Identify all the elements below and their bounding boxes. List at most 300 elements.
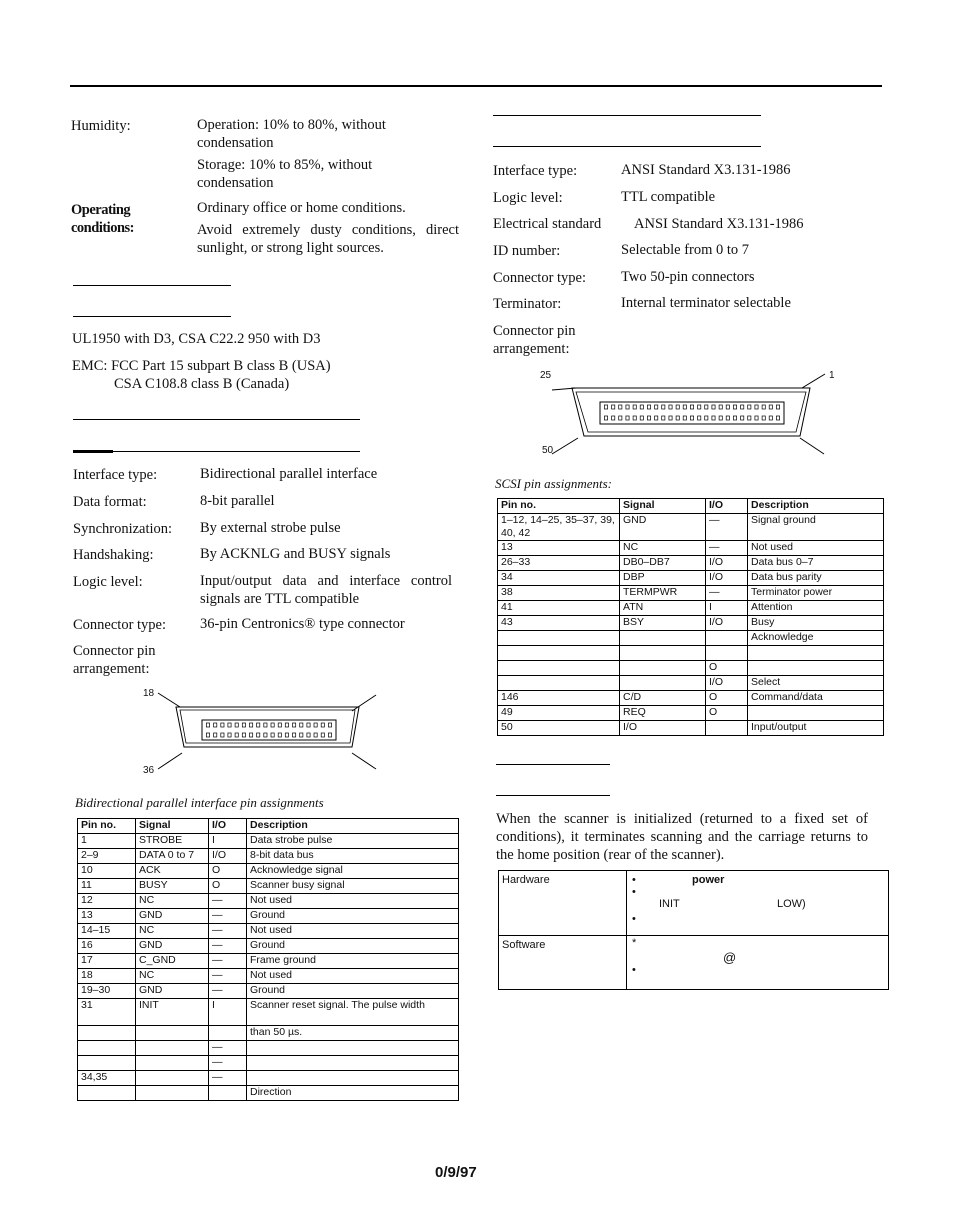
parallel-table-cell: Direction	[247, 1086, 459, 1101]
parallel-table-cell: —	[209, 939, 247, 954]
connector-pin	[726, 416, 729, 420]
parallel-table-cell: NC	[136, 969, 209, 984]
parallel-table-cell: ACK	[136, 864, 209, 879]
parallel-table-cell	[136, 1086, 209, 1101]
hardware-bullet-3: •	[632, 913, 636, 925]
connector-pin	[328, 723, 331, 727]
parallel-table-cell: I	[209, 834, 247, 849]
parallel-table-cell	[78, 1026, 136, 1041]
scsi-connector-diagram	[538, 366, 838, 458]
scsi-header-cell: Signal	[620, 499, 706, 514]
connector-pin	[264, 733, 267, 737]
scsi-pin-25-label: 25	[540, 370, 552, 381]
connector-pin	[712, 416, 715, 420]
connector-pin	[662, 416, 665, 420]
connector-pin	[221, 733, 224, 737]
scsi-id-label: ID number:	[493, 243, 561, 259]
parallel-table-row	[78, 834, 459, 849]
init-table-col-divider	[626, 871, 627, 989]
operating-label-line2: conditions:	[71, 220, 134, 236]
scsi-table-cell: 34	[498, 571, 620, 586]
connector-pin	[242, 723, 245, 727]
parallel-table-row	[78, 1026, 459, 1041]
section-rule	[496, 764, 610, 765]
scsi-table-row	[498, 706, 884, 721]
connector-pin	[257, 733, 260, 737]
scsi-table-cell: BSY	[620, 616, 706, 631]
connector-pin	[242, 733, 245, 737]
parallel-table-cell	[78, 1056, 136, 1071]
scsi-table-cell	[498, 646, 620, 661]
humidity-operation: Operation: 10% to 80%, without condensation	[197, 117, 386, 151]
safety-standard: UL1950 with D3, CSA C22.2 950 with D3	[72, 331, 321, 347]
scsi-table-cell: Not used	[748, 541, 884, 556]
logic-level-label: Logic level:	[73, 574, 143, 590]
scsi-pin-arrangement-label: Connector pin arrangement:	[493, 323, 576, 357]
parallel-table-row	[78, 1071, 459, 1086]
parallel-table-cell: Scanner busy signal	[247, 879, 459, 894]
scsi-table-row	[498, 586, 884, 601]
scsi-table-row	[498, 721, 884, 736]
connector-pin	[662, 405, 665, 409]
parallel-table-cell: Ground	[247, 939, 459, 954]
connector-pin	[619, 405, 622, 409]
scsi-table-cell: ATN	[620, 601, 706, 616]
parallel-table-cell	[247, 1041, 459, 1056]
connector-pin	[755, 405, 758, 409]
scsi-id-value: Selectable from 0 to 7	[621, 242, 750, 258]
section-rule	[493, 115, 761, 116]
parallel-table-cell: DATA 0 to 7	[136, 849, 209, 864]
scsi-table-cell: NC	[620, 541, 706, 556]
parallel-table-cell: 18	[78, 969, 136, 984]
scsi-table-cell	[620, 631, 706, 646]
parallel-table-row	[78, 894, 459, 909]
parallel-header-cell: I/O	[209, 819, 247, 834]
connector-pin	[307, 733, 310, 737]
software-bullet-1: *	[632, 937, 637, 949]
connector-pin	[769, 416, 772, 420]
parallel-table-cell	[78, 1041, 136, 1056]
connector-pin	[748, 405, 751, 409]
connector-pin	[328, 733, 331, 737]
connector-pin	[640, 416, 643, 420]
parallel-table-cell: —	[209, 954, 247, 969]
parallel-table-cell: Not used	[247, 969, 459, 984]
parallel-table-cell: INIT	[136, 999, 209, 1026]
scsi-table-cell	[748, 646, 884, 661]
scsi-table-cell: I/O	[706, 571, 748, 586]
parallel-table-cell: —	[209, 924, 247, 939]
connector-pin	[683, 405, 686, 409]
parallel-table-cell: Frame ground	[247, 954, 459, 969]
parallel-interface-type-value: Bidirectional parallel interface	[200, 466, 378, 482]
init-table-right-border	[888, 871, 889, 989]
scsi-table-cell: —	[706, 586, 748, 601]
scsi-header-cell: Pin no.	[498, 499, 620, 514]
connector-pin	[741, 416, 744, 420]
parallel-table-row	[78, 879, 459, 894]
parallel-table-cell: —	[209, 1071, 247, 1086]
scsi-table-cell: 50	[498, 721, 620, 736]
section-rule	[493, 146, 761, 147]
scsi-table-row	[498, 691, 884, 706]
scsi-table-cell: I/O	[706, 676, 748, 691]
parallel-table-cell: 13	[78, 909, 136, 924]
synchronization-value: By external strobe pulse	[200, 520, 341, 536]
section-rule	[496, 795, 610, 796]
parallel-table-cell: NC	[136, 894, 209, 909]
connector-pin	[669, 416, 672, 420]
pin-arrangement-label: Connector pin arrangement:	[73, 643, 156, 677]
scsi-table-cell: DB0–DB7	[620, 556, 706, 571]
connector-pin	[307, 723, 310, 727]
software-label: Software	[502, 939, 546, 951]
connector-pin	[640, 405, 643, 409]
parallel-table-cell	[136, 1071, 209, 1086]
scsi-table-row	[498, 661, 884, 676]
software-item-at: @	[723, 950, 737, 965]
parallel-header-cell: Pin no.	[78, 819, 136, 834]
parallel-connector-diagram	[140, 685, 385, 780]
connector-pin	[705, 405, 708, 409]
synchronization-label: Synchronization:	[73, 521, 173, 537]
scsi-table-cell: 26–33	[498, 556, 620, 571]
parallel-table-row	[78, 909, 459, 924]
scsi-table-cell: Data bus parity	[748, 571, 884, 586]
parallel-header-cell: Signal	[136, 819, 209, 834]
scsi-table-cell: I	[706, 601, 748, 616]
connector-pin	[228, 723, 231, 727]
parallel-table-cell: I	[209, 999, 247, 1026]
handshaking-value: By ACKNLG and BUSY signals	[200, 546, 391, 562]
scsi-table-cell: DBP	[620, 571, 706, 586]
scsi-table-cell: Busy	[748, 616, 884, 631]
humidity-storage: Storage: 10% to 85%, without condensation	[197, 157, 373, 191]
scsi-pin-50-label: 50	[542, 445, 554, 456]
parallel-table-cell: I/O	[209, 849, 247, 864]
parallel-interface-type-label: Interface type:	[73, 467, 158, 483]
connector-pin	[612, 405, 615, 409]
operating-conditions-label	[71, 201, 134, 237]
connector-pin	[285, 723, 288, 727]
scsi-table-cell: I/O	[706, 616, 748, 631]
section-rule-accent	[73, 450, 113, 453]
parallel-table-cell: O	[209, 864, 247, 879]
scsi-logic-level-label: Logic level:	[493, 190, 563, 206]
data-format-value: 8-bit parallel	[200, 493, 275, 509]
scsi-table-row	[498, 676, 884, 691]
humidity-label: Humidity:	[71, 118, 131, 134]
scsi-interface-type-label: Interface type:	[493, 163, 578, 179]
connector-pin	[626, 416, 629, 420]
connector-pin	[264, 723, 267, 727]
top-rule	[70, 85, 882, 87]
connector-pin	[619, 416, 622, 420]
parallel-table-cell: —	[209, 969, 247, 984]
scsi-table-cell: C/D	[620, 691, 706, 706]
scsi-table-cell: I/O	[620, 721, 706, 736]
scsi-table-row	[498, 541, 884, 556]
scsi-table-row	[498, 631, 884, 646]
parallel-table-cell	[136, 1026, 209, 1041]
section-rule	[73, 316, 231, 317]
scsi-table-row	[498, 646, 884, 661]
connector-pin	[604, 405, 607, 409]
parallel-table-cell: 16	[78, 939, 136, 954]
parallel-table-cell: C_GND	[136, 954, 209, 969]
parallel-table-row	[78, 999, 459, 1026]
parallel-table-cell: O	[209, 879, 247, 894]
connector-pin	[733, 405, 736, 409]
parallel-table-row	[78, 939, 459, 954]
scsi-table-row	[498, 571, 884, 586]
connector-pin	[206, 733, 209, 737]
connector-type-label: Connector type:	[73, 617, 167, 633]
connector-pin	[604, 416, 607, 420]
parallel-table-cell: 12	[78, 894, 136, 909]
hardware-item-init: INIT	[659, 898, 680, 910]
parallel-table-cell	[78, 1086, 136, 1101]
connector-pin	[633, 416, 636, 420]
parallel-header-cell: Description	[247, 819, 459, 834]
scsi-table-cell	[620, 661, 706, 676]
parallel-table-cell: 34,35	[78, 1071, 136, 1086]
connector-pin	[321, 723, 324, 727]
parallel-table-cell: STROBE	[136, 834, 209, 849]
parallel-table-cell: —	[209, 984, 247, 999]
connector-pin	[705, 416, 708, 420]
parallel-table-cell	[136, 1041, 209, 1056]
parallel-table-cell: 2–9	[78, 849, 136, 864]
connector-pin	[235, 733, 238, 737]
connector-pin	[776, 405, 779, 409]
scsi-table-cell	[706, 646, 748, 661]
scsi-table-cell: REQ	[620, 706, 706, 721]
parallel-table-cell: Not used	[247, 894, 459, 909]
parallel-header-row	[78, 819, 459, 834]
parallel-table-cell: —	[209, 1041, 247, 1056]
parallel-table-cell: Scanner reset signal. The pulse width	[247, 999, 459, 1026]
scsi-table-row	[498, 601, 884, 616]
scsi-table-cell: 13	[498, 541, 620, 556]
parallel-table-row	[78, 1056, 459, 1071]
connector-pin	[300, 733, 303, 737]
connector-pin	[293, 733, 296, 737]
scsi-terminator-value: Internal terminator selectable	[621, 295, 791, 311]
page-footer-date: 0/9/97	[435, 1164, 477, 1181]
parallel-table-cell	[136, 1056, 209, 1071]
scsi-table-cell	[620, 646, 706, 661]
parallel-table-cell: 19–30	[78, 984, 136, 999]
scsi-table-cell	[748, 661, 884, 676]
connector-pin	[676, 416, 679, 420]
connector-pin	[733, 416, 736, 420]
connector-pin	[633, 405, 636, 409]
scsi-pin-table	[497, 498, 884, 736]
scsi-table-cell	[748, 706, 884, 721]
scsi-interface-type-value: ANSI Standard X3.131-1986	[621, 162, 791, 178]
scsi-table-cell: Signal ground	[748, 514, 884, 541]
scsi-table-cell: 49	[498, 706, 620, 721]
connector-pin	[690, 405, 693, 409]
scsi-table-cell: O	[706, 706, 748, 721]
connector-pin	[271, 733, 274, 737]
scsi-header-cell: Description	[748, 499, 884, 514]
connector-pin	[690, 416, 693, 420]
parallel-table-row	[78, 849, 459, 864]
parallel-table-row	[78, 1041, 459, 1056]
connector-pin	[206, 723, 209, 727]
connector-pin	[683, 416, 686, 420]
scsi-table-cell	[498, 676, 620, 691]
connector-pin	[235, 723, 238, 727]
initialization-text: When the scanner is initialized (returned to a fixed set of conditions), it terminates scanning and the carriage returns to the home position (rear of the scanner).	[496, 811, 868, 863]
parallel-table-cell: 17	[78, 954, 136, 969]
scsi-table-cell: Acknowledge	[748, 631, 884, 646]
connector-pin	[755, 416, 758, 420]
scsi-table-row	[498, 514, 884, 541]
conditions-text-2: Avoid extremely dusty conditions, direct sunlight, or strong light sources.	[197, 222, 459, 256]
scsi-table-caption: SCSI pin assignments:	[495, 476, 612, 491]
scsi-table-cell: —	[706, 514, 748, 541]
connector-pin	[271, 723, 274, 727]
parallel-table-cell: 31	[78, 999, 136, 1026]
parallel-pin-36-label: 36	[143, 765, 155, 776]
connector-pin	[300, 723, 303, 727]
section-rule	[73, 451, 360, 452]
parallel-table-cell	[209, 1026, 247, 1041]
connector-pin	[214, 733, 217, 737]
connector-pin	[762, 405, 765, 409]
connector-pin	[726, 405, 729, 409]
scsi-table-cell	[498, 631, 620, 646]
connector-pin	[719, 416, 722, 420]
connector-pin	[719, 405, 722, 409]
scsi-table-cell: 1–12, 14–25, 35–37, 39, 40, 42	[498, 514, 620, 541]
conditions-text-1: Ordinary office or home conditions.	[197, 200, 406, 216]
scsi-electrical-label: Electrical standard	[493, 216, 602, 232]
scsi-connector-type-label: Connector type:	[493, 270, 587, 286]
connector-pin	[647, 405, 650, 409]
scsi-table-row	[498, 556, 884, 571]
connector-pin	[321, 733, 324, 737]
scsi-table-cell: O	[706, 661, 748, 676]
emc-standard-2: CSA C108.8 class B (Canada)	[114, 376, 290, 392]
scsi-table-cell: TERMPWR	[620, 586, 706, 601]
parallel-table-cell	[247, 1071, 459, 1086]
parallel-table-caption: Bidirectional parallel interface pin assignments	[75, 795, 324, 810]
connector-pin	[647, 416, 650, 420]
connector-pin	[278, 723, 281, 727]
connector-pin	[698, 416, 701, 420]
data-format-label: Data format:	[73, 494, 147, 510]
parallel-table-cell: Data strobe pulse	[247, 834, 459, 849]
section-rule	[73, 285, 231, 286]
scsi-header-cell: I/O	[706, 499, 748, 514]
connector-pin	[655, 405, 658, 409]
connector-pin	[250, 723, 253, 727]
parallel-pin-18-label: 18	[143, 688, 155, 699]
scsi-terminator-label: Terminator:	[493, 296, 562, 312]
scsi-logic-level-value: TTL compatible	[621, 189, 716, 205]
scsi-table-cell: 43	[498, 616, 620, 631]
connector-pin	[228, 733, 231, 737]
parallel-table-cell: GND	[136, 984, 209, 999]
parallel-table-cell: Ground	[247, 984, 459, 999]
connector-pin	[293, 723, 296, 727]
hardware-bullet-2: •	[632, 886, 636, 898]
initialization-table	[498, 870, 889, 990]
parallel-table-cell: 14–15	[78, 924, 136, 939]
connector-pin	[250, 733, 253, 737]
parallel-table-cell: Not used	[247, 924, 459, 939]
scsi-table-cell: Terminator power	[748, 586, 884, 601]
connector-pin	[214, 723, 217, 727]
scsi-table-cell: Command/data	[748, 691, 884, 706]
scsi-table-cell: 38	[498, 586, 620, 601]
connector-type-value: 36-pin Centronics® type connector	[200, 616, 405, 632]
parallel-table-cell: 10	[78, 864, 136, 879]
parallel-table-cell: 1	[78, 834, 136, 849]
scsi-table-cell: Data bus 0–7	[748, 556, 884, 571]
connector-pin	[257, 723, 260, 727]
connector-pin	[698, 405, 701, 409]
scsi-table-cell: I/O	[706, 556, 748, 571]
parallel-table-cell: BUSY	[136, 879, 209, 894]
parallel-table-cell: —	[209, 909, 247, 924]
handshaking-label: Handshaking:	[73, 547, 154, 563]
connector-pin	[314, 723, 317, 727]
section-rule	[73, 419, 360, 420]
scsi-table-cell: 146	[498, 691, 620, 706]
scsi-table-cell	[706, 721, 748, 736]
parallel-table-cell: GND	[136, 939, 209, 954]
connector-pin	[762, 416, 765, 420]
parallel-table-cell: Acknowledge signal	[247, 864, 459, 879]
hardware-bullet-1: •	[632, 874, 636, 886]
scsi-header-row	[498, 499, 884, 514]
scsi-table-cell: 41	[498, 601, 620, 616]
scsi-pin-1-label: 1	[829, 370, 835, 381]
scsi-connector-type-value: Two 50-pin connectors	[621, 269, 755, 285]
scsi-table-cell: O	[706, 691, 748, 706]
parallel-table-cell: 8-bit data bus	[247, 849, 459, 864]
connector-pin	[748, 416, 751, 420]
scsi-table-cell: Input/output	[748, 721, 884, 736]
hardware-label: Hardware	[502, 874, 550, 886]
init-table-row-divider	[499, 935, 889, 936]
connector-pin	[655, 416, 658, 420]
hardware-item-low: LOW)	[777, 898, 806, 910]
scsi-table-cell: Select	[748, 676, 884, 691]
parallel-table-cell	[247, 1056, 459, 1071]
connector-pin	[314, 733, 317, 737]
scsi-table-cell: GND	[620, 514, 706, 541]
scsi-table-cell: Attention	[748, 601, 884, 616]
parallel-table-cell: Ground	[247, 909, 459, 924]
scsi-electrical-value: ANSI Standard X3.131-1986	[634, 216, 804, 232]
connector-pin	[712, 405, 715, 409]
parallel-table-row	[78, 864, 459, 879]
scsi-table-cell	[706, 631, 748, 646]
parallel-table-cell: —	[209, 894, 247, 909]
scsi-table-row	[498, 616, 884, 631]
scsi-table-cell	[498, 661, 620, 676]
parallel-table-row	[78, 984, 459, 999]
connector-pin	[278, 733, 281, 737]
logic-level-value: Input/output data and interface control signals are TTL compatible	[200, 573, 452, 607]
